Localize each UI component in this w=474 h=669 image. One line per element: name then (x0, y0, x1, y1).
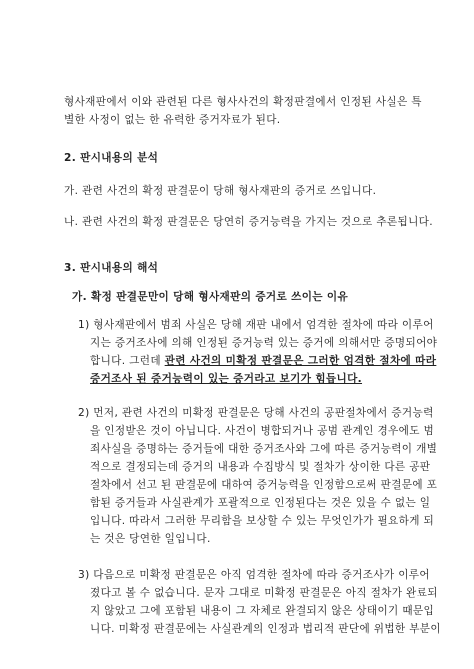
section-2-item-ga: 가. 관련 사건의 확정 판결문이 당해 형사재판의 증거로 쓰입니다. (64, 185, 377, 197)
para-1-line-1: 1) 형사재판에서 범죄 사실은 당해 재판 내에서 엄격한 절차에 따라 이루어 (78, 319, 434, 331)
para-1-line-2: 지는 증거조사에 의해 인정된 증거능력 있는 증거에 의해서만 증명되어야 (90, 337, 438, 349)
para-2-line-2: 을 인정받은 것이 아닙니다. 사건이 병합되거나 공범 관계인 경우에도 범 (90, 425, 435, 437)
para-2-line-6: 함된 증거들과 사실관계가 포괄적으로 인정된다는 것은 있을 수 없는 일 (90, 497, 431, 509)
intro-line-1: 형사재판에서 이와 관련된 다른 형사사건의 확정판결에서 인정된 사실은 특 (64, 96, 422, 108)
section-2-heading: 2. 판시내용의 분석 (64, 152, 159, 164)
para-1-emphasis: 관련 사건의 미확정 판결문은 그러한 엄격한 절차에 따라 (164, 355, 437, 367)
para-3-line-1: 3) 다음으로 미확정 판결문은 아직 엄격한 절차에 따라 증거조사가 이루어 (78, 569, 430, 581)
para-3-line-3: 지 않았고 그에 포함된 내용이 그 자체로 완결되지 않은 상태이기 때문입 (90, 605, 435, 617)
para-3-line-2: 졌다고 볼 수 없습니다. 문자 그대로 미확정 판결문은 아직 절차가 완료되 (90, 587, 438, 599)
para-2-line-1: 2) 먼저, 관련 사건의 미확정 판결문은 당해 사건의 공판절차에서 증거능력 (78, 407, 434, 419)
para-2-line-4: 적으로 결정되는데 증거의 내용과 수집방식 및 절차가 상이한 다른 공판 (90, 461, 431, 473)
para-1-line-3-plain: 합니다. 그런데 (90, 355, 165, 367)
para-2-line-3: 죄사실을 증명하는 증거들에 대한 증거조사와 그에 따른 증거능력이 개별 (90, 443, 438, 455)
para-2-line-5: 절차에서 선고 된 판결문에 대하여 증거능력을 인정함으로써 판결문에 포 (90, 479, 438, 491)
para-1-line-3 (90, 354, 436, 368)
section-2-item-na: 나. 관련 사건의 확정 판결문은 당연히 증거능력을 가지는 것으로 추론됩니다. (64, 216, 433, 228)
section-3-heading: 3. 판시내용의 해석 (64, 262, 159, 274)
section-3-subheading: 가. 확정 판결문만이 당해 형사재판의 증거로 쓰이는 이유 (72, 291, 349, 303)
para-3-line-4: 니다. 미확정 판결문에는 사실관계의 인정과 법리적 판단에 위법한 부분이 (90, 623, 441, 635)
intro-line-2: 별한 사정이 없는 한 유력한 증거자료가 된다. (64, 114, 281, 126)
para-1-line-4-emphasis: 증거조사 된 증거능력이 있는 증거라고 보기가 힘듭니다. (90, 373, 363, 385)
para-2-line-7: 입니다. 따라서 그러한 무리함을 보상할 수 있는 무엇인가가 필요하게 되 (90, 515, 435, 527)
para-2-line-8: 는 것은 당연한 일입니다. (90, 533, 211, 545)
